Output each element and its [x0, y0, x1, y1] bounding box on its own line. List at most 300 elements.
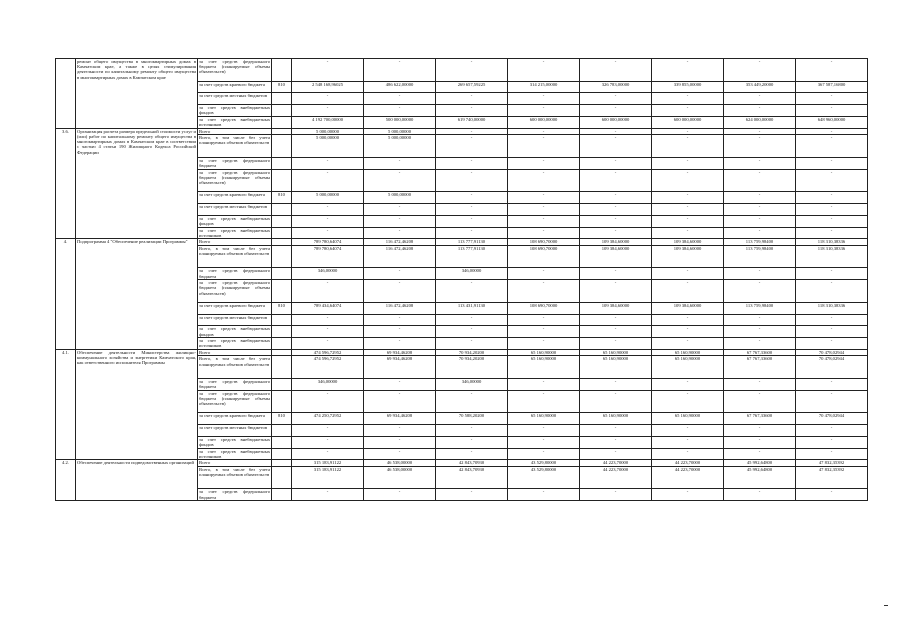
amount-cell: - [292, 436, 364, 448]
amount-cell: - [436, 135, 508, 158]
amount-cell: - [796, 105, 868, 117]
amount-cell: 648 960,00000 [796, 116, 868, 128]
amount-cell: - [580, 203, 652, 215]
amount-cell: - [364, 425, 436, 437]
amount-cell: 113 759,98400 [724, 239, 796, 245]
amount-cell: - [508, 390, 580, 413]
amount-cell: - [724, 128, 796, 134]
amount-cell: - [436, 169, 508, 192]
amount-cell: - [652, 425, 724, 437]
amount-cell: 315 183,91122 [292, 466, 364, 489]
amount-cell: - [292, 157, 364, 169]
budget-code [272, 425, 292, 437]
budget-code [272, 378, 292, 390]
amount-cell: 45 992,64800 [724, 466, 796, 489]
amount-cell: - [724, 105, 796, 117]
amount-cell: - [292, 203, 364, 215]
amount-cell: - [508, 448, 580, 460]
amount-cell: 42 843,70930 [436, 460, 508, 466]
funding-source: за счет средств местных бюджетов [198, 314, 272, 326]
amount-cell: - [652, 93, 724, 105]
budget-code [272, 436, 292, 448]
amount-cell: - [724, 268, 796, 280]
funding-source: за счет средств внебюджетных фондов [199, 215, 270, 226]
amount-cell: - [580, 227, 652, 239]
amount-cell: 44 223,70000 [580, 466, 652, 489]
amount-cell: - [652, 215, 724, 227]
budget-code [272, 215, 292, 227]
budget-code [272, 326, 292, 338]
program-name: Обеспечение деятельности Министерства жилищно-коммунального хозяйства и энергетики Камчатского края, как ответственного исполнителя Программы [76, 349, 198, 460]
amount-cell: 789 780,64074 [292, 245, 364, 268]
amount-cell: - [796, 378, 868, 390]
funding-source: за счет средств федерального бюджета [199, 268, 270, 279]
amount-cell: 67 767,33600 [724, 349, 796, 355]
amount-cell: 346,00000 [292, 378, 364, 390]
amount-cell: - [796, 157, 868, 169]
funding-source: Всего, в том числе без учета планируемых объемов обязательств [198, 466, 272, 489]
amount-cell: 65 160,90000 [508, 356, 580, 379]
amount-cell: - [436, 157, 508, 169]
amount-cell: 47 832,35392 [796, 466, 868, 489]
amount-cell: - [364, 390, 436, 413]
amount-cell: - [364, 169, 436, 192]
amount-cell: - [724, 489, 796, 501]
amount-cell: 600 000,00000 [580, 116, 652, 128]
budget-code [272, 116, 292, 128]
amount-cell: - [580, 157, 652, 169]
funding-source: Всего [198, 239, 272, 245]
amount-cell: 116 472,46208 [364, 239, 436, 245]
budget-code [272, 59, 292, 82]
amount-cell: 70 478,02944 [796, 413, 868, 425]
funding-source: за счет средств внебюджетных источников [199, 227, 270, 238]
amount-cell: 65 160,90000 [580, 356, 652, 379]
amount-cell: - [508, 128, 580, 134]
amount-cell: - [724, 192, 796, 204]
amount-cell: 70 588,20200 [436, 413, 508, 425]
amount-cell: - [724, 326, 796, 338]
amount-cell: 346,00000 [292, 268, 364, 280]
budget-code: 810 [272, 302, 292, 314]
amount-cell: - [436, 338, 508, 350]
budget-code [272, 314, 292, 326]
amount-cell: - [796, 425, 868, 437]
funding-source: Всего [198, 349, 272, 355]
amount-cell: - [724, 280, 796, 303]
amount-cell: 42 843,70930 [436, 466, 508, 489]
amount-cell: - [652, 169, 724, 192]
amount-cell: - [364, 326, 436, 338]
amount-cell: - [724, 169, 796, 192]
amount-cell: - [436, 390, 508, 413]
budget-code: 810 [272, 192, 292, 204]
amount-cell: - [796, 338, 868, 350]
amount-cell: 5 000,00000 [292, 192, 364, 204]
amount-cell: - [580, 436, 652, 448]
budget-code [272, 448, 292, 460]
funding-source: за счет средств федерального бюджета (планируемые объемы обязательств) [198, 59, 272, 82]
amount-cell: 65 160,90000 [652, 356, 724, 379]
amount-cell: - [364, 157, 436, 169]
amount-cell: - [436, 314, 508, 326]
margin-tick [884, 605, 888, 606]
amount-cell: 474 250,72952 [292, 413, 364, 425]
amount-cell: 109 384,60000 [652, 245, 724, 268]
row-number: 3.6. [56, 128, 76, 239]
amount-cell: - [580, 93, 652, 105]
row-number: 4.2. [56, 460, 76, 501]
amount-cell: 5 000,00000 [292, 128, 364, 134]
amount-cell: 5 000,00000 [364, 192, 436, 204]
amount-cell: 70 934,20200 [436, 349, 508, 355]
funding-source: за счет средств краевого бюджета [198, 413, 272, 425]
amount-cell: - [508, 326, 580, 338]
amount-cell: - [436, 448, 508, 460]
program-name: Обеспечение деятельности подведомственных организаций [76, 460, 198, 501]
amount-cell: 47 832,35392 [796, 460, 868, 466]
amount-cell: - [436, 93, 508, 105]
amount-cell: 113 777,91130 [436, 245, 508, 268]
funding-source: за счет средств внебюджетных источников [199, 338, 270, 349]
amount-cell: - [364, 59, 436, 82]
amount-cell: - [364, 93, 436, 105]
amount-cell: - [436, 59, 508, 82]
row-number [56, 59, 76, 129]
amount-cell: 65 160,90000 [508, 349, 580, 355]
table-row [56, 59, 868, 82]
amount-cell: 44 223,70000 [652, 460, 724, 466]
funding-source: Всего, в том числе без учета планируемых объемов обязательств [198, 245, 272, 268]
budget-code [272, 356, 292, 379]
funding-source: за счет средств федерального бюджета (планируемые объемы обязательств) [198, 280, 272, 303]
row-number: 4. [56, 239, 76, 350]
amount-cell: - [364, 378, 436, 390]
amount-cell: - [580, 192, 652, 204]
amount-cell: - [580, 425, 652, 437]
amount-cell: - [508, 314, 580, 326]
amount-cell: - [292, 326, 364, 338]
amount-cell: 109 384,60000 [580, 302, 652, 314]
amount-cell: 44 223,70000 [652, 466, 724, 489]
funding-source: за счет средств внебюджетных источников [199, 116, 270, 128]
funding-source: за счет средств краевого бюджета [198, 192, 272, 204]
amount-cell: 116 472,46208 [364, 302, 436, 314]
amount-cell: - [292, 314, 364, 326]
amount-cell: - [580, 268, 652, 280]
amount-cell: - [436, 105, 508, 117]
program-name: Организация расчета размера предельной стоимости услуг и (или) работ по капитальному ремонту общего имущества в многоквартирных домах в Камчатском крае в соответствии с частью 4 статьи 190 Жилищного Кодекса Российской Федерации [76, 128, 198, 239]
amount-cell: - [508, 489, 580, 501]
amount-cell: - [724, 448, 796, 460]
amount-cell: - [292, 448, 364, 460]
amount-cell: - [508, 425, 580, 437]
amount-cell: 65 160,90000 [652, 349, 724, 355]
amount-cell: - [652, 105, 724, 117]
amount-cell: 44 223,70000 [580, 460, 652, 466]
funding-source: Всего [198, 460, 272, 466]
amount-cell: - [292, 105, 364, 117]
amount-cell: - [364, 338, 436, 350]
amount-cell: - [796, 280, 868, 303]
amount-cell: 108 690,70000 [508, 302, 580, 314]
amount-cell: - [508, 59, 580, 82]
amount-cell: 789 780,64074 [292, 239, 364, 245]
amount-cell: 353 449,20000 [724, 81, 796, 93]
amount-cell: - [364, 436, 436, 448]
amount-cell: - [652, 378, 724, 390]
amount-cell: - [652, 390, 724, 413]
amount-cell: 474 596,72952 [292, 356, 364, 379]
amount-cell: 346,00000 [436, 268, 508, 280]
amount-cell: 69 934,46208 [364, 349, 436, 355]
amount-cell: 109 384,60000 [580, 245, 652, 268]
amount-cell: - [292, 59, 364, 82]
amount-cell: - [724, 425, 796, 437]
amount-cell: - [580, 489, 652, 501]
funding-source: за счет средств местных бюджетов [198, 203, 272, 215]
amount-cell: - [724, 215, 796, 227]
amount-cell: - [580, 314, 652, 326]
funding-source: Всего, в том числе без учета планируемых объемов обязательств [198, 135, 272, 158]
amount-cell: - [580, 448, 652, 460]
amount-cell: - [652, 489, 724, 501]
amount-cell: 108 690,70000 [508, 239, 580, 245]
amount-cell: - [652, 59, 724, 82]
funding-source: за счет средств внебюджетных фондов [199, 436, 270, 448]
amount-cell: - [796, 93, 868, 105]
amount-cell: 118 310,38336 [796, 239, 868, 245]
funding-source: за счет средств федерального бюджета [199, 378, 270, 390]
amount-cell: - [580, 390, 652, 413]
budget-code [272, 105, 292, 117]
amount-cell: - [652, 135, 724, 158]
amount-cell: 43 529,80000 [508, 460, 580, 466]
amount-cell: - [292, 489, 364, 501]
amount-cell: - [508, 378, 580, 390]
funding-source: за счет средств федерального бюджета [199, 157, 270, 168]
amount-cell: - [796, 436, 868, 448]
amount-cell: - [580, 326, 652, 338]
amount-cell: 46 538,00000 [364, 466, 436, 489]
budget-table-page [55, 58, 868, 501]
amount-cell: 109 384,60000 [652, 302, 724, 314]
amount-cell: - [652, 192, 724, 204]
amount-cell: - [436, 192, 508, 204]
amount-cell: 108 690,70000 [508, 245, 580, 268]
amount-cell: 65 160,90000 [580, 349, 652, 355]
funding-source: за счет средств местных бюджетов [198, 425, 272, 437]
amount-cell: - [796, 268, 868, 280]
budget-code [272, 169, 292, 192]
funding-source: за счет средств краевого бюджета [198, 302, 272, 314]
amount-cell: - [796, 169, 868, 192]
amount-cell: 69 934,46208 [364, 413, 436, 425]
amount-cell: 116 472,46208 [364, 245, 436, 268]
amount-cell: 43 529,80000 [508, 466, 580, 489]
amount-cell: 314 215,00000 [508, 81, 580, 93]
amount-cell: - [652, 227, 724, 239]
amount-cell: - [436, 203, 508, 215]
amount-cell: - [796, 227, 868, 239]
amount-cell: - [652, 280, 724, 303]
amount-cell: 315 183,91122 [292, 460, 364, 466]
amount-cell: 113 431,91130 [436, 302, 508, 314]
amount-cell: - [508, 268, 580, 280]
amount-cell: - [796, 135, 868, 158]
amount-cell: - [364, 489, 436, 501]
budget-code [272, 135, 292, 158]
amount-cell: - [652, 448, 724, 460]
amount-cell: - [364, 227, 436, 239]
amount-cell: - [436, 280, 508, 303]
amount-cell: 326 783,00000 [580, 81, 652, 93]
budget-code [272, 489, 292, 501]
amount-cell: - [724, 93, 796, 105]
funding-source: за счет средств краевого бюджета [198, 81, 272, 93]
amount-cell: - [652, 338, 724, 350]
funding-source: за счет средств федерального бюджета (планируемые объемы обязательств) [198, 390, 272, 413]
amount-cell: 500 000,00000 [364, 116, 436, 128]
budget-code [272, 93, 292, 105]
amount-cell: - [724, 390, 796, 413]
budget-code [272, 280, 292, 303]
amount-cell: - [364, 215, 436, 227]
budget-code [272, 157, 292, 169]
amount-cell: - [652, 326, 724, 338]
amount-cell: - [508, 135, 580, 158]
amount-cell: - [580, 169, 652, 192]
amount-cell: 486 622,00000 [364, 81, 436, 93]
funding-source: за счет средств внебюджетных источников [199, 448, 270, 459]
amount-cell: - [292, 169, 364, 192]
amount-cell: - [796, 314, 868, 326]
amount-cell: - [436, 128, 508, 134]
amount-cell: 67 767,33600 [724, 413, 796, 425]
program-name: Подпрограмма 4 "Обеспечение реализации Программы" [76, 239, 198, 350]
budget-code [272, 245, 292, 268]
amount-cell: 67 767,33600 [724, 356, 796, 379]
funding-source: за счет средств внебюджетных фондов [199, 326, 270, 337]
amount-cell: 70 478,02944 [796, 356, 868, 379]
amount-cell: 65 160,90000 [652, 413, 724, 425]
program-name: ремонт общего имущества в многоквартирных домах в Камчатском крае, а также в целях стимулирования деятельности по капитальному ремонту общего имущества в многоквартирных домах в Камчатском крае [76, 59, 198, 129]
amount-cell: - [796, 203, 868, 215]
amount-cell: 624 000,00000 [724, 116, 796, 128]
amount-cell: - [508, 436, 580, 448]
amount-cell: - [508, 203, 580, 215]
amount-cell: - [364, 203, 436, 215]
budget-code [272, 390, 292, 413]
amount-cell: - [292, 227, 364, 239]
amount-cell: 113 759,98400 [724, 245, 796, 268]
funding-source: за счет средств федерального бюджета (планируемые объемы обязательств) [198, 169, 272, 192]
amount-cell: - [508, 215, 580, 227]
amount-cell: 789 434,64074 [292, 302, 364, 314]
amount-cell: - [796, 192, 868, 204]
amount-cell: - [796, 489, 868, 501]
amount-cell: 600 000,00000 [652, 116, 724, 128]
amount-cell: - [796, 128, 868, 134]
amount-cell: - [580, 215, 652, 227]
amount-cell: - [508, 338, 580, 350]
amount-cell: - [724, 436, 796, 448]
amount-cell: - [652, 203, 724, 215]
table-row [56, 239, 868, 245]
amount-cell: 269 657,59225 [436, 81, 508, 93]
budget-code: 810 [272, 413, 292, 425]
amount-cell: - [580, 280, 652, 303]
amount-cell: - [652, 314, 724, 326]
amount-cell: 45 992,64800 [724, 460, 796, 466]
amount-cell: - [724, 135, 796, 158]
amount-cell: - [724, 227, 796, 239]
amount-cell: - [724, 59, 796, 82]
amount-cell: 346,00000 [436, 378, 508, 390]
amount-cell: - [724, 314, 796, 326]
amount-cell: - [508, 169, 580, 192]
amount-cell: 474 596,72952 [292, 349, 364, 355]
amount-cell: - [724, 378, 796, 390]
funding-source: Всего, в том числе без учета планируемых объемов обязательств [198, 356, 272, 379]
amount-cell: 600 000,00000 [508, 116, 580, 128]
amount-cell: 4 192 700,00000 [292, 116, 364, 128]
amount-cell: - [508, 105, 580, 117]
amount-cell: - [580, 338, 652, 350]
amount-cell: - [436, 227, 508, 239]
amount-cell: 619 740,00000 [436, 116, 508, 128]
amount-cell: - [508, 227, 580, 239]
amount-cell: - [796, 326, 868, 338]
amount-cell: - [364, 448, 436, 460]
amount-cell: - [436, 326, 508, 338]
amount-cell: - [580, 105, 652, 117]
amount-cell: - [292, 390, 364, 413]
amount-cell: 5 000,00000 [364, 135, 436, 158]
budget-code [272, 203, 292, 215]
budget-code [272, 227, 292, 239]
amount-cell: - [580, 59, 652, 82]
funding-source: за счет средств федерального бюджета [199, 489, 270, 500]
amount-cell: - [508, 157, 580, 169]
amount-cell: - [436, 425, 508, 437]
amount-cell: - [724, 203, 796, 215]
amount-cell: - [580, 378, 652, 390]
amount-cell: - [364, 105, 436, 117]
amount-cell: 109 384,60000 [652, 239, 724, 245]
amount-cell: 5 000,00000 [292, 135, 364, 158]
funding-source: за счет средств внебюджетных фондов [199, 105, 270, 116]
amount-cell: 367 587,16800 [796, 81, 868, 93]
amount-cell: 70 934,20200 [436, 356, 508, 379]
amount-cell: - [652, 157, 724, 169]
amount-cell: - [724, 157, 796, 169]
amount-cell: - [436, 436, 508, 448]
amount-cell: - [292, 338, 364, 350]
row-number: 4.1. [56, 349, 76, 460]
amount-cell: 5 000,00000 [364, 128, 436, 134]
amount-cell: - [796, 390, 868, 413]
amount-cell: - [724, 338, 796, 350]
amount-cell: - [652, 268, 724, 280]
amount-cell: - [652, 436, 724, 448]
amount-cell: 113 777,91130 [436, 239, 508, 245]
funding-source: Всего [198, 128, 272, 134]
amount-cell: - [364, 314, 436, 326]
amount-cell: - [508, 192, 580, 204]
budget-code [272, 466, 292, 489]
amount-cell: - [292, 425, 364, 437]
